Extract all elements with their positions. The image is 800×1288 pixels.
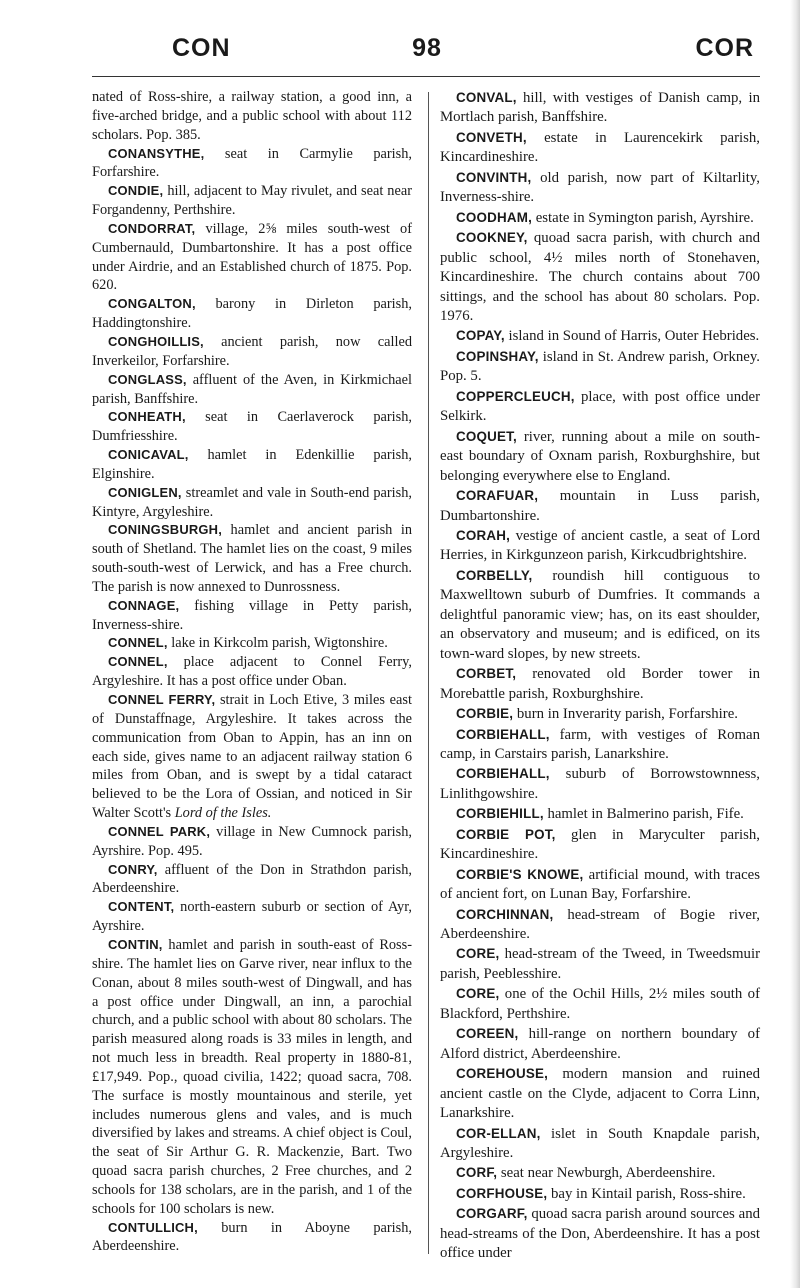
entry-headword: CONDORRAT, xyxy=(108,220,196,236)
entry-text: fishing village in Petty parish, Inverness-shire. xyxy=(92,597,412,633)
entry-text: mountain in Luss parish, Dumbartonshire. xyxy=(440,488,760,524)
entry-text: quoad sacra parish, with church and public school, 4½ miles north of Stonehaven, Kincardineshire. The church contains about 700 sittings, and the school has about 80 scholars. Pop. 1976. xyxy=(440,230,760,324)
entry-headword: COPINSHAY, xyxy=(456,348,539,364)
entry-text: vestige of ancient castle, a seat of Lord Herries, in Kirkgunzeon parish, Kirkcudbrightshire. xyxy=(440,527,760,564)
gazetteer-entry xyxy=(92,823,412,861)
right-column xyxy=(440,88,760,1264)
gazetteer-entry xyxy=(440,347,760,387)
gazetteer-entry xyxy=(92,408,412,446)
entry-text: hamlet and ancient parish in south of Shetland. The hamlet lies on the coast, 9 miles south-south-west of Lerwick, and has a Free church. The parish is now annexed to Dunrossness. xyxy=(92,522,412,595)
gazetteer-entry xyxy=(92,634,412,653)
entry-text: seat near Newburgh, Aberdeenshire. xyxy=(497,1165,716,1182)
entry-text: burn in Aboyne parish, Aberdeenshire. xyxy=(92,1219,412,1255)
gazetteer-entry xyxy=(440,88,760,128)
entry-headword: CONNEL, xyxy=(108,635,168,651)
gazetteer-entry xyxy=(440,804,760,824)
entry-text: north-eastern suburb or section of Ayr, Ayrshire. xyxy=(92,899,412,935)
entry-text: seat in Carmylie parish, Forfarshire. xyxy=(92,145,412,181)
entry-text: island in St. Andrew parish, Orkney. Pop. 5. xyxy=(440,348,760,385)
gazetteer-entry xyxy=(440,1163,760,1183)
entry-headword: CONNEL FERRY, xyxy=(108,692,216,707)
entry-headword: CORBIEHALL, xyxy=(456,726,550,742)
entry-text: lake in Kirkcolm parish, Wigtonshire. xyxy=(167,635,388,652)
running-head xyxy=(92,34,762,68)
entry-text: one of the Ochil Hills, 2½ miles south of Blackford, Perthshire. xyxy=(440,986,760,1022)
entry-text: affluent of the Don in Strathdon parish, Aberdeenshire. xyxy=(92,861,412,897)
gazetteer-entry xyxy=(440,825,760,865)
entry-headword: CONGALTON, xyxy=(108,296,196,312)
entry-headword: CORBIEHALL, xyxy=(456,766,550,782)
entry-headword: CORCHINNAN, xyxy=(456,906,554,922)
gazetteer-entry xyxy=(92,333,412,371)
gazetteer-entry xyxy=(440,944,760,984)
entry-text: island in Sound of Harris, Outer Hebrides. xyxy=(504,328,760,345)
entry-headword: CONNEL, xyxy=(108,654,168,670)
gazetteer-entry xyxy=(440,1024,760,1064)
entry-text: village in New Cumnock parish, Ayrshire. Pop. 495. xyxy=(92,823,412,859)
entry-headword: CONNEL PARK, xyxy=(108,823,211,839)
entry-headword: COODHAM, xyxy=(456,209,532,225)
entry-text: head-stream of Bogie river, Aberdeenshire. xyxy=(440,906,760,943)
gazetteer-entry xyxy=(440,1064,760,1123)
gazetteer-entry xyxy=(92,691,412,823)
entry-headword: CORBIE POT, xyxy=(456,826,556,842)
entry-headword: CONIGLEN, xyxy=(108,484,182,500)
entry-text: renovated old Border tower in Morebattle parish, Roxburghshire. xyxy=(440,666,760,702)
running-head-right: COR xyxy=(695,34,754,62)
entry-text: hamlet in Balmerino parish, Fife. xyxy=(543,806,744,823)
gazetteer-entry xyxy=(440,486,760,526)
entry-text: streamlet and vale in South-end parish, Kintyre, Argyleshire. xyxy=(92,484,412,520)
entry-headword: CORF, xyxy=(456,1165,498,1181)
entry-headword: CONNAGE, xyxy=(108,597,180,613)
entry-text: river, running about a mile on south-east boundary of Oxnam parish, Roxburghshire, but belonging everywhere else to England. xyxy=(440,428,760,484)
entry-headword: CONTIN, xyxy=(108,936,163,952)
gazetteer-entry xyxy=(92,597,412,635)
entry-headword: COR-ELLAN, xyxy=(456,1125,541,1141)
gazetteer-entry xyxy=(440,128,760,168)
entry-headword: COPPERCLEUCH, xyxy=(456,388,575,404)
entry-headword: CORE, xyxy=(456,986,500,1002)
entry-text: burn in Inverarity parish, Forfarshire. xyxy=(513,706,738,723)
gazetteer-entry xyxy=(440,326,760,346)
entry-text: bay in Kintail parish, Ross-shire. xyxy=(547,1185,746,1202)
gazetteer-entry xyxy=(440,526,760,566)
gazetteer-entry xyxy=(440,1124,760,1164)
entry-text: head-stream of the Tweed, in Tweedsmuir parish, Peeblesshire. xyxy=(440,946,760,982)
entry-headword: CONVINTH, xyxy=(456,169,532,185)
entry-text: islet in South Knapdale parish, Argyleshire. xyxy=(440,1125,760,1162)
gazetteer-entry xyxy=(92,861,412,899)
gazetteer-entry xyxy=(92,88,412,145)
entry-text: glen in Maryculter parish, Kincardineshire. xyxy=(440,826,760,863)
gazetteer-entry xyxy=(92,371,412,409)
entry-text: hamlet and parish in south-east of Ross-shire. The hamlet lies on Garve river, near influx to the Conan, about 8 miles south-west of Dingwall, and has a post office under Dingwall, an inn, a parochial church, and a public school with about 80 scholars. The parish measured along roads is 33 miles in length, and not much less in breadth. Real property in 1880-81, £17,949. Pop., quoad civilia, 1422; quoad sacra, 708. The surface is mostly mountainous and sterile, yet includes numerous glens and vales, and is much diversified by lakes and streams. A chief object is Coul, the seat of Sir Arthur G. R. Mackenzie, Bart. Two quoad sacra parish churches, 2 Free churches, and 2 schools for 138 scholars, are in the parish, and 1 of the schools for 100 scholars is new. xyxy=(92,936,412,1217)
gazetteer-entry xyxy=(92,446,412,484)
gazetteer-entry xyxy=(92,295,412,333)
entry-headword: CORE, xyxy=(456,946,500,962)
entry-headword: CORBIEHILL, xyxy=(456,806,544,822)
entry-headword: CONINGSBURGH, xyxy=(108,522,223,538)
gazetteer-entry xyxy=(440,984,760,1024)
entry-headword: CORBIE'S KNOWE, xyxy=(456,866,584,882)
gazetteer-entry xyxy=(440,387,760,427)
entry-headword: CORBELLY, xyxy=(456,567,533,583)
gazetteer-entry xyxy=(92,653,412,691)
entry-headword: CONDIE, xyxy=(108,183,164,199)
gazetteer-entry xyxy=(440,865,760,905)
entry-headword: CORBET, xyxy=(456,666,517,682)
entry-text: affluent of the Aven, in Kirkmichael parish, Banffshire. xyxy=(92,371,412,407)
entry-headword: COPAY, xyxy=(456,328,505,344)
gazetteer-entry xyxy=(440,664,760,704)
entry-headword: COOKNEY, xyxy=(456,230,528,246)
entry-headword: CONTENT, xyxy=(108,899,175,915)
entry-text: farm, with vestiges of Roman camp, in Carstairs parish, Lanarkshire. xyxy=(440,726,760,762)
gazetteer-entry xyxy=(440,704,760,724)
column-divider xyxy=(428,92,429,1254)
entry-headword: COREHOUSE, xyxy=(456,1066,549,1082)
entry-headword: CONHEATH, xyxy=(108,409,186,425)
entry-text: ancient parish, now called Inverkeilor, Forfarshire. xyxy=(92,333,412,369)
entry-italic-text: Lord of the Isles. xyxy=(174,805,272,822)
entry-text: suburb of Borrowstownness, Linlithgowshire. xyxy=(440,766,760,802)
entry-headword: CORFHOUSE, xyxy=(456,1185,548,1201)
entry-headword: CORBIE, xyxy=(456,706,514,722)
entry-headword: COQUET, xyxy=(456,428,517,444)
gazetteer-entry xyxy=(440,566,760,664)
entry-text: estate in Symington parish, Ayrshire. xyxy=(532,209,754,226)
gazetteer-entry xyxy=(92,1219,412,1257)
entry-text: hill, with vestiges of Danish camp, in Mortlach parish, Banffshire. xyxy=(440,90,760,126)
entry-text: hill-range on northern boundary of Alford district, Aberdeenshire. xyxy=(440,1026,760,1062)
entry-headword: CORGARF, xyxy=(456,1206,528,1222)
entry-text: modern mansion and ruined ancient castle on the Clyde, adjacent to Corra Linn, Lanarkshire. xyxy=(440,1066,760,1122)
page-number: 98 xyxy=(412,34,442,62)
entry-headword: CONANSYTHE, xyxy=(108,145,205,161)
entry-headword: CONGLASS, xyxy=(108,371,187,387)
entry-text: village, 2⅝ miles south-west of Cumbernauld, Dumbartonshire. It has a post office under Airdrie, and an Established church of 1875. Pop. 620. xyxy=(92,220,412,294)
gazetteer-entry xyxy=(92,936,412,1219)
gazetteer-entry xyxy=(440,905,760,945)
page-edge xyxy=(790,0,800,1288)
running-head-left: CON xyxy=(172,34,231,62)
entry-headword: CONVAL, xyxy=(456,90,517,105)
entry-headword: CONRY, xyxy=(108,861,158,877)
gazetteer-entry xyxy=(92,484,412,522)
gazetteer-entry xyxy=(92,145,412,183)
entry-text: hamlet in Edenkillie parish, Elginshire. xyxy=(92,447,412,482)
entry-text: strait in Loch Etive, 3 miles east of Dunstaffnage, Argyleshire. It takes across the communication from Oban to Appin, has an inn on each side, gives name to an adjacent railway station 6 miles from Oban, and is swept by a tidal cataract believed to be the Lora of Ossian, and noticed in Sir Walter Scott's xyxy=(92,692,412,822)
entry-text: estate in Laurencekirk parish, Kincardineshire. xyxy=(440,129,760,166)
gazetteer-entry xyxy=(440,1184,760,1204)
entry-text: artificial mound, with traces of ancient fort, on Lunan Bay, Forfarshire. xyxy=(440,866,760,903)
entry-text: place, with post office under Selkirk. xyxy=(440,388,760,425)
gazetteer-entry xyxy=(440,427,760,486)
gazetteer-entry xyxy=(440,1204,760,1263)
entry-headword: CONTULLICH, xyxy=(108,1219,198,1235)
entry-text: seat in Caerlaverock parish, Dumfriesshire. xyxy=(92,409,412,445)
header-rule xyxy=(92,76,760,77)
entry-text: quoad sacra parish around sources and head-streams of the Don, Aberdeenshire. It has a post office under xyxy=(440,1206,760,1262)
entry-text: nated of Ross-shire, a railway station, a good inn, a five-arched bridge, and a public school with about 112 scholars. Pop. 385. xyxy=(92,89,412,143)
gazetteer-entry xyxy=(92,521,412,596)
entry-headword: CONICAVAL, xyxy=(108,447,189,463)
gazetteer-entry xyxy=(440,725,760,765)
gazetteer-entry xyxy=(92,898,412,936)
entry-text: hill, adjacent to May rivulet, and seat near Forgandenny, Perthshire. xyxy=(92,183,412,219)
entry-headword: CONGHOILLIS, xyxy=(108,333,204,349)
entry-headword: CORAFUAR, xyxy=(456,488,539,504)
gazetteer-entry xyxy=(92,220,412,295)
gazetteer-entry xyxy=(440,168,760,208)
entry-text: roundish hill contiguous to Maxwelltown suburb of Dumfries. It commands a delightful panoramic view; has, on its east shoulder, an observatory and museum; and is edificed, on its town-ward slopes, by new streets. xyxy=(440,567,760,662)
entry-text: old parish, now part of Kiltarlity, Inverness-shire. xyxy=(440,169,760,206)
entry-text: place adjacent to Connel Ferry, Argyleshire. It has a post office under Oban. xyxy=(92,654,412,690)
entry-headword: COREEN, xyxy=(456,1026,519,1042)
entry-headword: CORAH, xyxy=(456,527,511,543)
gazetteer-entry xyxy=(440,208,760,228)
entry-headword: CONVETH, xyxy=(456,129,527,145)
gazetteer-entry xyxy=(440,228,760,326)
gazetteer-entry xyxy=(92,182,412,220)
entry-text: barony in Dirleton parish, Haddingtonshire. xyxy=(92,296,412,332)
gazetteer-entry xyxy=(440,764,760,804)
left-column xyxy=(92,88,412,1256)
